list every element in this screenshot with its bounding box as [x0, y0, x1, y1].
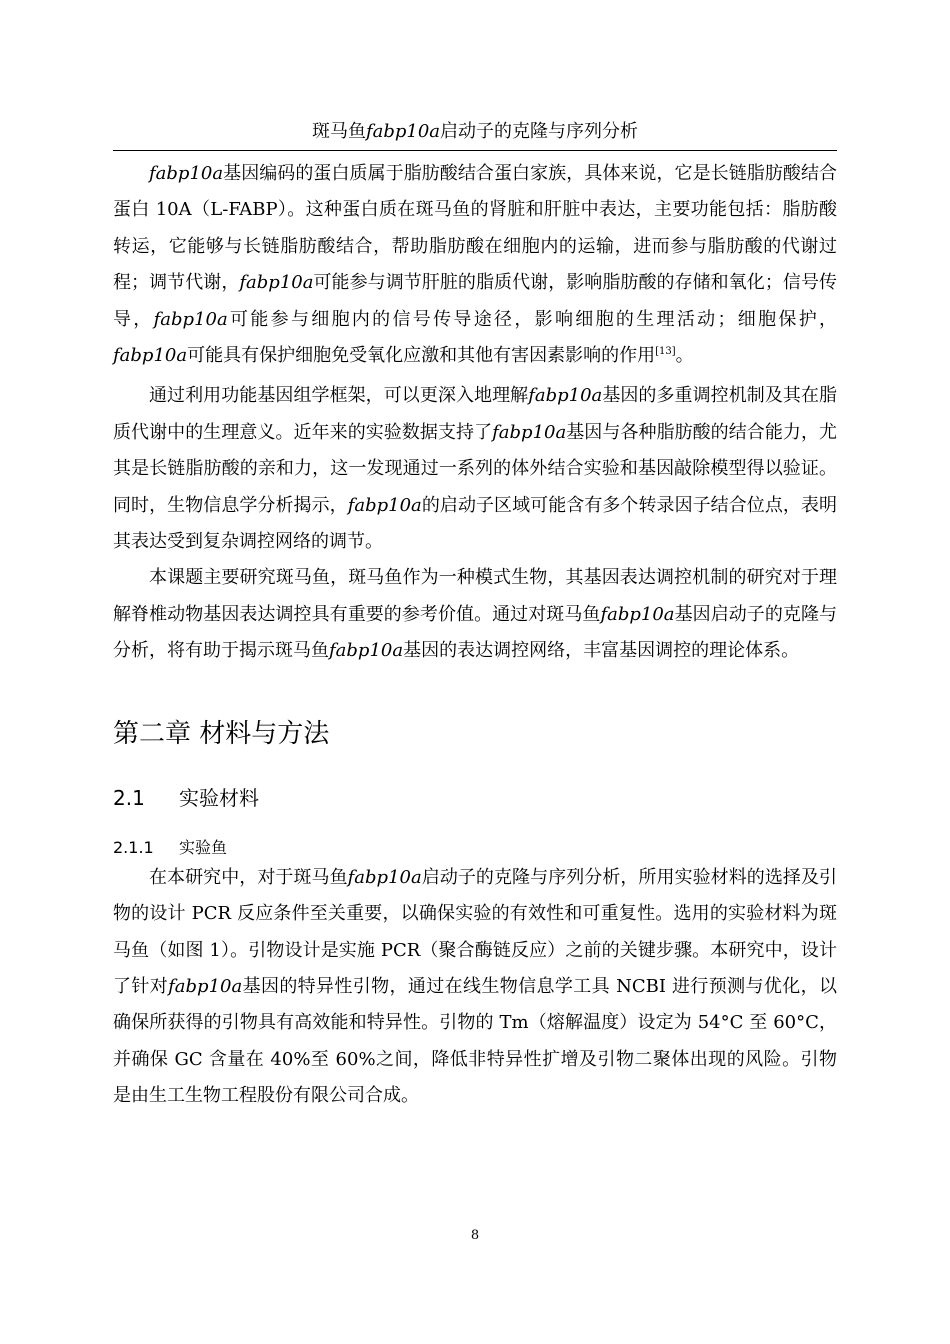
paragraph-1	[113, 156, 837, 374]
text-run: 基因的特异性引物，通过在线生物信息学工具 NCBI 进行预测与优化，以确保所获得的引物具有高效能和特异性。引物的 Tm（熔解温度）设定为 54°C 至 60°C，并确保 GC 含量在 40%至 60%之间，降低非特异性扩增及引物二聚体出现的风险。引物是由生工生物工程股份有限公司合成。	[113, 975, 838, 1107]
gene-name: fabp10a	[492, 421, 567, 443]
gene-name: fabp10a	[153, 308, 228, 330]
gene-name: fabp10a	[149, 163, 224, 184]
running-header	[113, 120, 837, 144]
section-title: 实验材料	[179, 785, 259, 810]
gene-name: fabp10a	[113, 345, 188, 367]
citation-ref[interactable]: [13]	[655, 346, 676, 358]
gene-name: fabp10a	[347, 494, 422, 516]
section-number: 2.1	[113, 785, 145, 810]
text-run: 启动子的克隆与序列分析，所用实验材料的选择及引物的设计 PCR 反应条件至关重要，以确保实验的有效性和可重复性。选用的实验材料为斑马鱼（如图 1）。引物设计是实施 PCR（聚合酶链反应）之前的关键步骤。本研究中，设计了针对	[113, 866, 838, 997]
gene-name: fabp10a	[239, 272, 314, 294]
text-run: 可能参与细胞内的信号传导途径，影响细胞的生理活动；细胞保护，	[227, 308, 838, 330]
text-run: 本课题主要研究斑马鱼，斑马鱼作为一种模式生物，其基因表达调控机制的研究对于理解脊椎动物基因表达调控具有重要的参考价值。通过对斑马鱼	[113, 567, 837, 625]
gene-name: fabp10a	[600, 603, 675, 625]
text-run: 基因编码的蛋白质属于脂肪酸结合蛋白家族，具体来说，它是长链脂肪酸结合蛋白 10A（L-FABP）。这种蛋白质在斑马鱼的肾脏和肝脏中表达，主要功能包括：脂肪酸转运，它能够与长链脂肪酸结合，帮助脂肪酸在细胞内的运输，进而参与脂肪酸的代谢过程；调节代谢，	[113, 163, 837, 294]
text-run: 基因启动子的克隆与分析，将有助于揭示斑马鱼	[113, 603, 838, 662]
page-number: 8	[470, 1228, 480, 1243]
text-run: 可能参与调节肝脏的脂质代谢，影响脂肪酸的存储和氧化；信号传导，	[113, 272, 837, 330]
header-gene: fabp10a	[365, 121, 441, 142]
text-run: 的启动子区域可能含有多个转录因子结合位点，表明其表达受到复杂调控网络的调节。	[113, 494, 838, 553]
paragraph-2	[113, 378, 837, 560]
subsection-number: 2.1.1	[113, 837, 154, 857]
paragraph-3	[113, 560, 837, 669]
subsection-title: 实验鱼	[179, 837, 228, 857]
gene-name: fabp10a	[347, 866, 422, 888]
header-text-post: 启动子的克隆与序列分析	[440, 121, 639, 142]
section-heading	[113, 784, 837, 812]
gene-name: fabp10a	[329, 640, 404, 662]
paragraph-4	[113, 860, 837, 1115]
text-run: 在本研究中，对于斑马鱼	[149, 866, 348, 888]
gene-name: fabp10a	[168, 975, 243, 997]
text-run: 通过利用功能基因组学框架，可以更深入地理解	[149, 385, 529, 407]
header-rule	[113, 150, 837, 151]
text-run: 基因的多重调控机制及其在脂质代谢中的生理意义。近年来的实验数据支持了	[113, 385, 837, 443]
text-run: 。	[675, 345, 694, 367]
gene-name: fabp10a	[528, 385, 603, 407]
header-text-pre: 斑马鱼	[311, 121, 366, 142]
chapter-title: 第二章 材料与方法	[113, 718, 330, 749]
body-text	[113, 156, 837, 1115]
subsection-heading	[113, 836, 837, 860]
text-run: 基因与各种脂肪酸的结合能力，尤其是长链脂肪酸的亲和力，这一发现通过一系列的体外结合实验和基因敲除模型得以验证。同时，生物信息学分析揭示，	[113, 421, 838, 516]
text-run: 基因的表达调控网络，丰富基因调控的理论体系。	[403, 640, 800, 662]
text-run: 可能具有保护细胞免受氧化应激和其他有害因素影响的作用	[187, 345, 656, 367]
